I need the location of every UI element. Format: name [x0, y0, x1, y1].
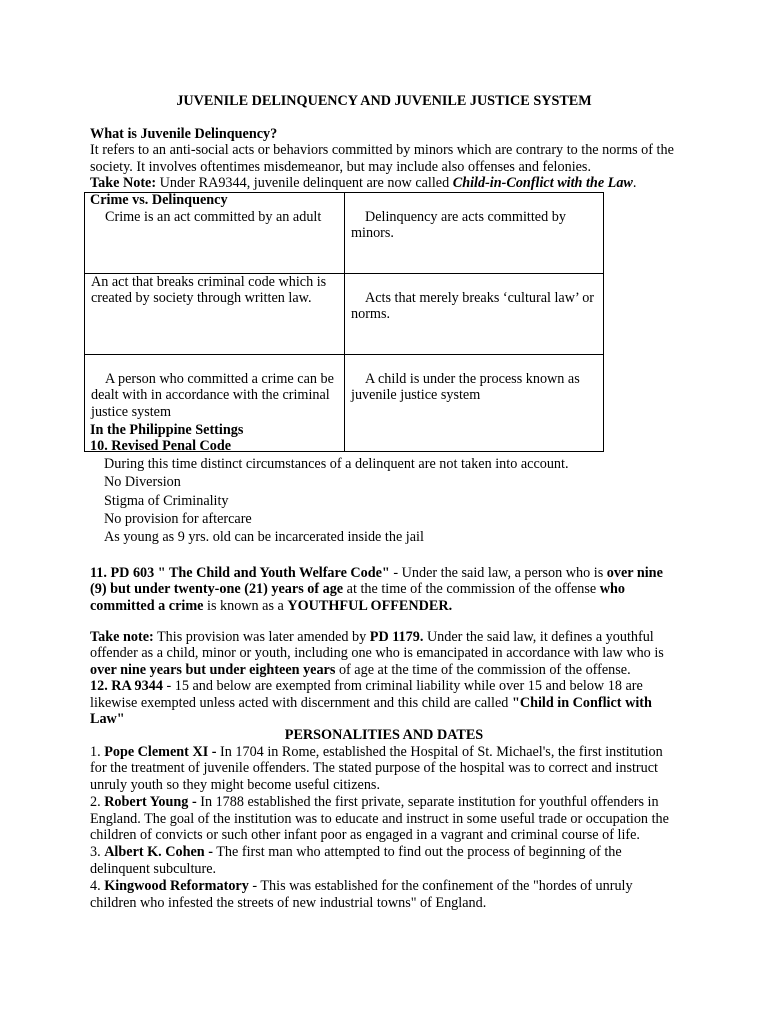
pd603-paragraph: 11. PD 603 " The Child and Youth Welfare Code" - Under the said law, a person who is over nine (9) but under twenty-one (21) years of age at the time of the commission of the offense who committed a crime is known as a YOUTHFUL OFFENDER.: [90, 565, 663, 614]
table-cell: A person who committed a crime can be dealt with in accordance with the criminal justice system: [85, 355, 345, 452]
ph-heading: In the Philippine Settings: [90, 422, 244, 438]
list-item: No provision for aftercare: [104, 511, 252, 528]
table-cell: Crime is an act committed by an adult: [85, 193, 345, 274]
rpc-list: [90, 455, 675, 547]
list-item: 1. Pope Clement XI - In 1704 in Rome, established the Hospital of St. Michael's, the first institution for the treatment of juvenile offenders. The stated purpose of the hospital was to correct and instruct unruly youth so they might become useful citizens.: [90, 744, 663, 793]
personalities-list: [90, 744, 675, 911]
list-item: As young as 9 yrs. old can be incarcerated inside the jail: [104, 529, 424, 546]
list-item: During this time distinct circumstances of a delinquent are not taken into account.: [104, 455, 569, 472]
take-note-label: Take Note:: [90, 175, 157, 192]
crime-vs-delinquency-table: [84, 192, 604, 455]
pd603-label: 11. PD 603 " The Child and Youth Welfare Code": [90, 565, 390, 581]
take-note2-label: Take note:: [90, 629, 154, 645]
take-note-text: Under RA9344, juvenile delinquent are now called: [156, 175, 453, 192]
list-item: No Diversion: [104, 474, 181, 491]
ra9344-label: 12. RA 9344: [90, 678, 163, 695]
table-cell: An act that breaks criminal code which is created by society through written law.: [85, 274, 345, 355]
intro-heading: What is Juvenile Delinquency?: [90, 126, 278, 142]
table-cell: A child is under the process known as juvenile justice system: [345, 355, 604, 452]
ra9344-paragraph: 12. RA 9344 - 15 and below are exempted from criminal liability while over 15 and below 18 are likewise exempted unless acted with discernment and this child are called "Child in Conflict with Law": [90, 678, 652, 728]
rpc-heading: 10. Revised Penal Code: [90, 438, 232, 455]
document-title: JUVENILE DELINQUENCY AND JUVENILE JUSTICE SYSTEM: [176, 93, 592, 109]
philippine-settings-section: [90, 422, 675, 547]
table-row: [85, 274, 604, 355]
table-row: [85, 193, 604, 274]
take-note: [90, 175, 675, 191]
take-note-end: .: [632, 175, 637, 192]
table-cell: Acts that merely breaks ‘cultural law’ or norms.: [345, 274, 604, 355]
table-cell: Delinquency are acts committed by minors.: [345, 193, 604, 274]
list-item: 4. Kingwood Reformatory - This was established for the confinement of the "hordes of unruly children who infested the streets of new industrial towns" of England.: [90, 878, 633, 911]
take-note-term: Child-in-Conflict with the Law: [452, 175, 633, 192]
personalities-heading: PERSONALITIES AND DATES: [284, 727, 484, 743]
list-item: 2. Robert Young - In 1788 established the first private, separate institution for youthful offenders in England. The goal of the institution was to educate and instruct in some useful trade or occupation the children of convicts or such other infant poor as engaged in a vagrant and criminal course of life.: [90, 794, 669, 844]
list-item: Stigma of Criminality: [104, 492, 229, 509]
intro-paragraph: It refers to an anti-social acts or behaviors committed by minors which are contrary to the norms of the society. It involves oftentimes misdemeanor, but may include also offenses and felonies.: [90, 142, 674, 175]
list-item: 3. Albert K. Cohen - The first man who attempted to find out the process of beginning of the delinquent subculture.: [90, 844, 622, 877]
take-note-pd1179: Take note: This provision was later amended by PD 1179. Under the said law, it defines a youthful offender as a child, minor or youth, including one who is emancipated in accordance with law who is over nine years but under eighteen years of age at the time of the commission of the offense. 12. RA 9344 - 15 and below are exempted from criminal liability while over 15 and below 18 are likewise exempted unless acted with discernment and this child are called "Child in Conflict with Law": [90, 629, 675, 727]
table-heading: Crime vs. Delinquency: [90, 191, 228, 208]
